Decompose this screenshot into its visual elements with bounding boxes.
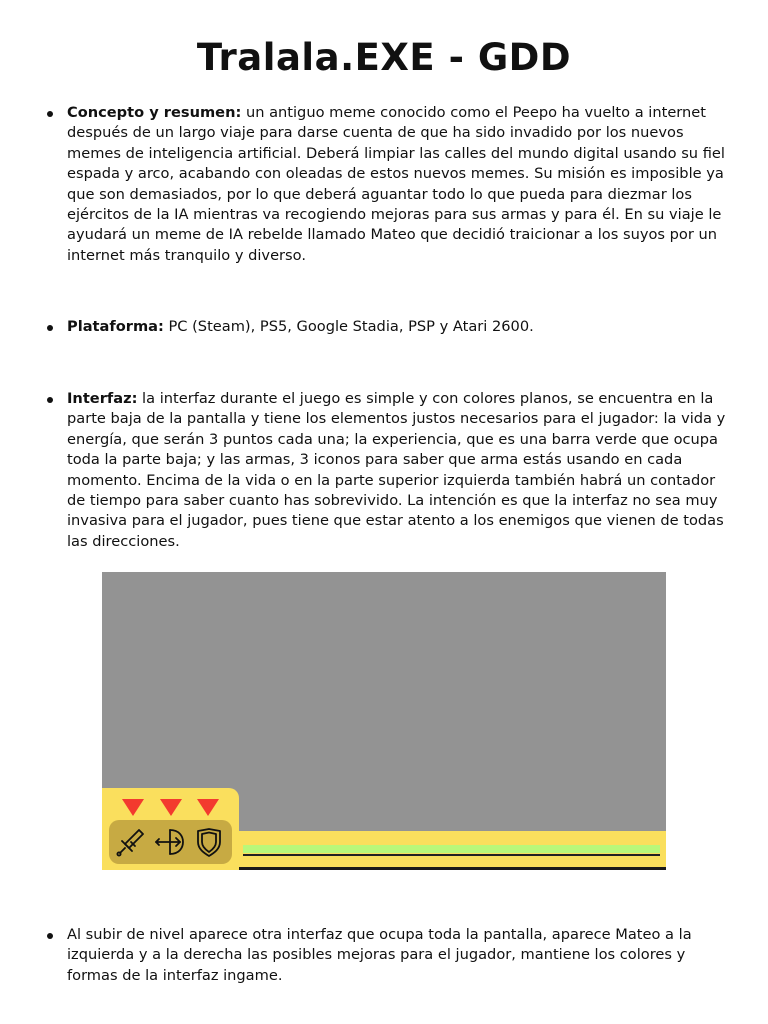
section-concepto: [67, 103, 733, 266]
shield-icon: [193, 826, 225, 858]
life-point-icon: [122, 799, 144, 816]
experience-bar: [243, 845, 660, 853]
section-text: un antiguo meme conocido como el Peepo ha vuelto a internet después de un largo viaje para darse cuenta de que ha sido invadido por los nuevos memes de inteligencia artificial. Deberá limpiar las calles del mundo digital usando su fiel espada y arco, acabando con oleadas de estos nuevos memes. Su misión es imposible ya que son demasiados, por lo que deberá aguantar todo lo que pueda para diezmar los ejércitos de la IA mientras va recogiendo mejoras para sus armas y para él. En su viaje le ayudará un meme de IA rebelde llamado Mateo que decidió traicionar a los suyos por un internet más tranquilo y diverso.: [67, 104, 725, 264]
section-text: PC (Steam), PS5, Google Stadia, PSP y Atari 2600.: [163, 318, 534, 335]
life-point-icon: [160, 799, 182, 816]
weapon-panel: [109, 820, 232, 864]
section-interfaz: [67, 389, 733, 552]
bullet-point: [47, 397, 53, 403]
page-title: Tralala.EXE - GDD: [196, 36, 572, 79]
experience-bar-underline: [243, 854, 660, 856]
bullet-point: [47, 325, 53, 331]
section-label: Concepto y resumen:: [67, 104, 242, 121]
section-text: Al subir de nivel aparece otra interfaz que ocupa toda la pantalla, aparece Mateo a la izquierda y a la derecha las posibles mejoras para el jugador, mantiene los colores y formas de la interfaz ingame.: [67, 926, 692, 984]
section-level-up: [67, 925, 733, 986]
bullet-point: [47, 111, 53, 117]
hud-panel: [102, 788, 239, 870]
sword-icon: [115, 826, 147, 858]
bow-icon: [154, 826, 186, 858]
section-label: Plataforma:: [67, 318, 164, 335]
bullet-point: [47, 933, 53, 939]
section-plataforma: [67, 317, 733, 337]
interface-mockup: [102, 572, 666, 870]
section-text: la interfaz durante el juego es simple y con colores planos, se encuentra en la parte baja de la pantalla y tiene los elementos justos necesarios para el jugador: la vida y energía, que serán 3 puntos cada una; la experiencia, que es una barra verde que ocupa toda la parte baja; y las armas, 3 iconos para saber que arma estás usando en cada momento. Encima de la vida o en la parte superior izquierda también habrá un contador de tiempo para saber cuanto has sobrevivido. La intención es que la interfaz no sea muy invasiva para el jugador, pues tiene que estar atento a los enemigos que vienen de todas las direcciones.: [67, 390, 726, 550]
section-label: Interfaz:: [67, 390, 138, 407]
life-point-icon: [197, 799, 219, 816]
